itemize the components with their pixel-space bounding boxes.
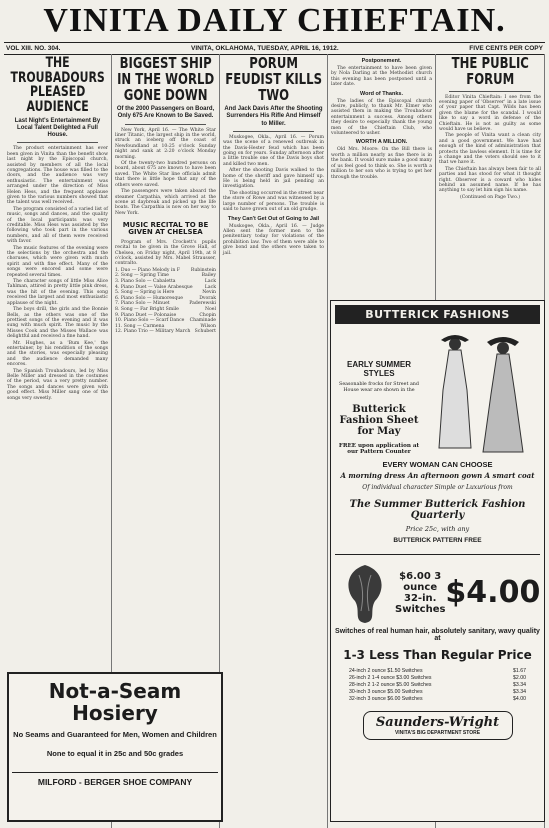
hair-price-row (349, 675, 526, 682)
program-piece: 11. Song — Carmena (115, 323, 165, 329)
hair-item-price: $1.67 (513, 668, 526, 674)
paragraph: New York, April 16. — The White Star liner Titanic, the largest ship in the world, struck an iceberg off the coast of Newfoundland at 10:25 o'clock Sunday night and sank at 2:20 o'clock Monday morning. (115, 127, 216, 160)
article-million (331, 147, 432, 179)
article-troubadours (7, 146, 108, 401)
hair-sale-price: $4.00 (445, 575, 541, 610)
butterick-title: BUTTERICK FASHIONS (335, 305, 540, 324)
volume-number: VOL XIII. NO. 304. (6, 45, 61, 52)
paragraph: The boys drill, the girls and the Bonnie Bells, as the others was one of the prettiest songs of the evening and it was sung with much spirit. The music by the Misses Cook and the Misses Wallace was delightful and received a fine hand. (7, 307, 108, 340)
program-composer: Nevin (202, 290, 216, 296)
paragraph: Old Mrs. Moore: On the Bill there is worth a million nearly as fine there is in the bank. It would sure make a good many of us feel good to think so. She is worth a million to her son who is trying to get her through the trouble. (331, 147, 432, 180)
headline-public-forum: THE PUBLIC FORUM (451, 54, 529, 88)
quarterly-price: Price 25c, with any (405, 525, 470, 533)
program-piece: 6. Piano Solo — Humoresque (115, 295, 183, 301)
hair-price-row (349, 668, 526, 675)
hair-price-list (349, 668, 526, 703)
hair-description: Switches of real human hair, absolutely sanitary, wavy quality at (335, 628, 540, 642)
fashion-illustration (427, 330, 540, 460)
headline-jail: They Can't Get Out of Going to Jail (227, 215, 320, 222)
program-composer: Bailey (201, 273, 216, 279)
early-summer-styles: EARLY SUMMER STYLES (346, 360, 411, 378)
program-piece: 3. Piano Solo — Cabaletta (115, 279, 176, 285)
hair-switch-size: 32-in. Switches (395, 593, 446, 615)
paragraph: Of the twenty-two hundred persons on board, about 675 are known to have been saved. The White Star line officials admit that there is little hope that any of the others were saved. (115, 161, 216, 188)
fashion-sheet-free: FREE upon application at our Pattern Counter (338, 443, 420, 455)
article-porum (223, 135, 324, 213)
program-composer: Noel (205, 307, 216, 312)
paragraph: The Spanish Troubadours, led by Miss Belle Miller and dressed in the costumes of the period, was a very pretty number. The songs and dances were given with good effect. Miss Miller sang one of the songs very sweetly. (7, 368, 108, 401)
hair-item: 32-inch 3 ounce $6.00 Switches (349, 696, 423, 702)
paragraph: The entertainment to have been given by Nola Darling at the Methodist church this evening has been postponed until a later date. (331, 66, 432, 88)
headline-thanks: Word of Thanks. (360, 90, 403, 97)
program-composer: Wilson (200, 323, 216, 329)
paragraph: The passengers were taken aboard the steamer Carpathia, which arrived at the scene at daybreak and picked up the life boats. The Carpathia is now on her way to New York. (115, 189, 216, 216)
program-composer: Dvorak (199, 295, 216, 301)
headline-titanic: BIGGEST SHIP IN THE WORLD GONE DOWN (116, 54, 215, 104)
headline-troubadours: THE TROUBADOURS PLEASED AUDIENCE (10, 55, 105, 116)
paragraph: The people of Vinita want a clean city and a good government. We have had enough of the kind of administration that protects the lawless element. It is time for a change and the voters should see to it that we have it. (439, 133, 541, 166)
program-piece: 8. Song — Far Bright Smile (115, 307, 179, 312)
program-composer: Chopin (199, 312, 216, 318)
fashion-quarterly: The Summer Butterick Fashion Quarterly (349, 499, 526, 521)
paragraph: Mr. Hughes, as a 'Bum Kee,' the entertainer, by his rendition of the songs and the stories, was especially pleasing and the audience demanded many encores. (7, 340, 108, 368)
program-composer: Rubinstein (190, 267, 216, 273)
store-tagline: VINITA'S BIG DEPARTMENT STORE (394, 730, 481, 736)
hair-regular-price: $6.00 3 ounce (399, 571, 442, 593)
recital-program (115, 268, 216, 335)
price: FIVE CENTS PER COPY (469, 45, 543, 52)
hosiery-ad-line1: No Seams and Guaranteed for Men, Women and Children (13, 730, 217, 739)
hair-item-price: $4.00 (513, 696, 526, 702)
article-thanks (331, 99, 432, 137)
pattern-free: BUTTERICK PATTERN FREE (393, 537, 482, 544)
program-composer: Lack (204, 279, 216, 285)
store-name: Saunders-Wright (375, 715, 500, 730)
program-piece: 12. Piano Trio — Military March (115, 329, 191, 335)
deck-porum: And Jack Davis After the Shooting Surrenders His Rifle And Himself to Miller. (224, 106, 323, 127)
hair-item: 28-inch 2 1-2 ounce $5.00 Switches (349, 682, 432, 688)
hosiery-ad-title: Not-a-Seam Hosiery (48, 679, 182, 725)
article-titanic (115, 128, 216, 217)
divider (449, 91, 531, 92)
headline-million: WORTH A MILLION. (355, 139, 408, 146)
store-logo (363, 711, 513, 740)
seasonable-frocks: Seasonable frocks for Street and House wear are shown in the (339, 382, 419, 393)
dress-options: A morning dress An afternoon gown A smart coat (340, 471, 535, 480)
headline-porum: PORUM FEUDIST KILLS TWO (225, 54, 322, 104)
program-piece: 4. Piano Duet — Valse Arabesque (115, 284, 193, 290)
butterick-advertisement (330, 300, 545, 822)
hair-price-row (349, 689, 526, 696)
paragraph: The ladies of the Episcopal church desire, publicly, to thank Mr. Elmer who assisted them in making the Troubadour entertainment a success. Among others they desire to especially thank the young men of the Chieftain Club, who volunteered to usher. (331, 98, 432, 137)
hair-discount: 1-3 Less Than Regular Price (343, 648, 532, 662)
paragraph: Muskogee, Okla., April 16. — Judge Allen sent the former men to the penitentiary today for violations of the prohibition law. Two of them were able to give bond and the others were taken to jail. (223, 223, 324, 256)
program-piece: 5. Song — Spring is Here (115, 290, 175, 296)
paragraph: The product entertainment has ever been given in Vinita than the benefit show last night by the Episcopal church, assisted by members of all the local congregations. The house was filled to the doors, and the audience was very enthusiastic. The entertainment was arranged under the direction of Miss Helen Hess, and the frequent applause given to the various numbers showed that the talent was well received. (7, 146, 108, 206)
headline-music-recital: MUSIC RECITAL TO BE GIVEN AT CHELSEA (122, 221, 209, 237)
every-woman: EVERY WOMAN CAN CHOOSE (382, 460, 493, 469)
deck-troubadours: Last Night's Entertainment By Local Talent Delighted a Full House. (14, 117, 101, 139)
headline-postponement: Postponement. (361, 58, 402, 64)
divider (233, 131, 314, 132)
program-piece: 9. Piano Duet — Polonaise (115, 312, 177, 318)
hair-item: 26-inch 2 1-4 ounce $3.00 Switches (349, 675, 432, 681)
program-item (115, 329, 216, 335)
paragraph: The program consisted of a varied list of music, songs and dances, and the quality of the local participants was very creditable. Miss Hess was assisted by the following who took part in the various numbers, and all of them were received with favor. (7, 206, 108, 245)
program-piece: 7. Piano Solo — Minuet (115, 301, 170, 307)
hosiery-ad-line2: None to equal it in 25c and 50c grades (46, 749, 184, 758)
program-composer: Lack (204, 284, 216, 290)
hair-switch-icon (335, 561, 395, 625)
program-piece: 10. Piano Solo — Scarf Dance (115, 318, 185, 324)
hair-price-row (349, 682, 526, 689)
paragraph: The shooting occurred in the street near the store of Rowe and was witnessed by a large number of persons. The trouble is said to have grown out of an old grudge. (223, 190, 324, 213)
article-public-forum (439, 95, 541, 201)
program-composer: Chaminade (189, 318, 216, 324)
hair-switch-ad (335, 554, 540, 740)
divider (17, 142, 98, 143)
dress-figures-icon (427, 330, 537, 460)
continued-note: (Continued on Page Two.) (459, 194, 521, 200)
fashion-sheet-title: Butterick Fashion Sheet for May (339, 404, 419, 437)
paragraph: The music features of the evening were the selections by the orchestra and the choruses, which were given with much spirit and with fine effect. Many of the songs were encored and some were repeated several times. (7, 245, 108, 278)
article-jail (223, 224, 324, 256)
paragraph: Program of Mrs. Crockett's pupils recital to be given in the Grove Hall, of Chelsea, on Friday night, April 19th, at 8 o'clock, assisted by Mrs. Mabel Strausser, contralto. (115, 239, 216, 267)
hair-item-price: $3.34 (513, 682, 526, 688)
article-postponement (331, 66, 432, 88)
hair-item: 30-inch 3 ounce $5.00 Switches (349, 689, 423, 695)
paragraph: After the shooting Davis walked to the home of the sheriff and gave himself up. He is being held in jail pending an investigation. (223, 168, 324, 190)
hair-item-price: $2.00 (513, 675, 526, 681)
hair-item: 24-inch 2 ounce $1.50 Switches (349, 668, 423, 674)
columns (4, 54, 545, 828)
paragraph: Muskogee, Okla., April 16. — Porum was the scene of a renewed outbreak in the Davis-Hester feud which has been going on for years. Sunday afternoon after a little trouble one of the Davis boys shot and killed two men. (223, 134, 324, 167)
hair-item-price: $3.34 (513, 689, 526, 695)
issue-date: VINITA, OKLAHOMA, TUESDAY, APRIL 16, 1912. (191, 45, 339, 52)
program-composer: Paderewski (189, 301, 216, 307)
program-composer: Schubert (194, 329, 216, 335)
hosiery-ad-store: MILFORD - BERGER SHOE COMPANY (12, 772, 218, 787)
individual-character: Of individual character Simple or Luxurious from (362, 484, 513, 491)
masthead-title: VINITA DAILY CHIEFTAIN. (43, 2, 506, 39)
deck-titanic: Of the 2000 Passengers on Board, Only 675 Are Known to Be Saved. (116, 106, 215, 120)
column-3 (220, 54, 328, 828)
paragraph: The character songs of little Miss Alice Tahlman, attired in pretty little pink dress, was the hit of the evening. This song received the largest and most enthusiastic applause of the night. (7, 279, 108, 306)
paragraph: The Chieftain has always been fair to all parties and has stood for what it thought right. Observer is a coward who hides behind an assumed name. If he has anything to say let him sign his name. (439, 166, 541, 194)
divider (125, 124, 206, 125)
paragraph: Editor Vinita Chieftain: I see from the evening paper of 'Observer' in a late issue of your paper that Capt. Wilds has been given the blame for the scandal. I would like to say a word in defense of the Chieftain. He is not as guilty as some would have us believe. (439, 94, 541, 132)
music-recital-intro (115, 240, 216, 267)
program-piece: 2. Song — Spring Time (115, 273, 169, 279)
hair-price-row (349, 696, 526, 703)
hosiery-advertisement (7, 672, 223, 822)
program-piece: 1. Duo — Piano Melody in F (115, 267, 180, 273)
